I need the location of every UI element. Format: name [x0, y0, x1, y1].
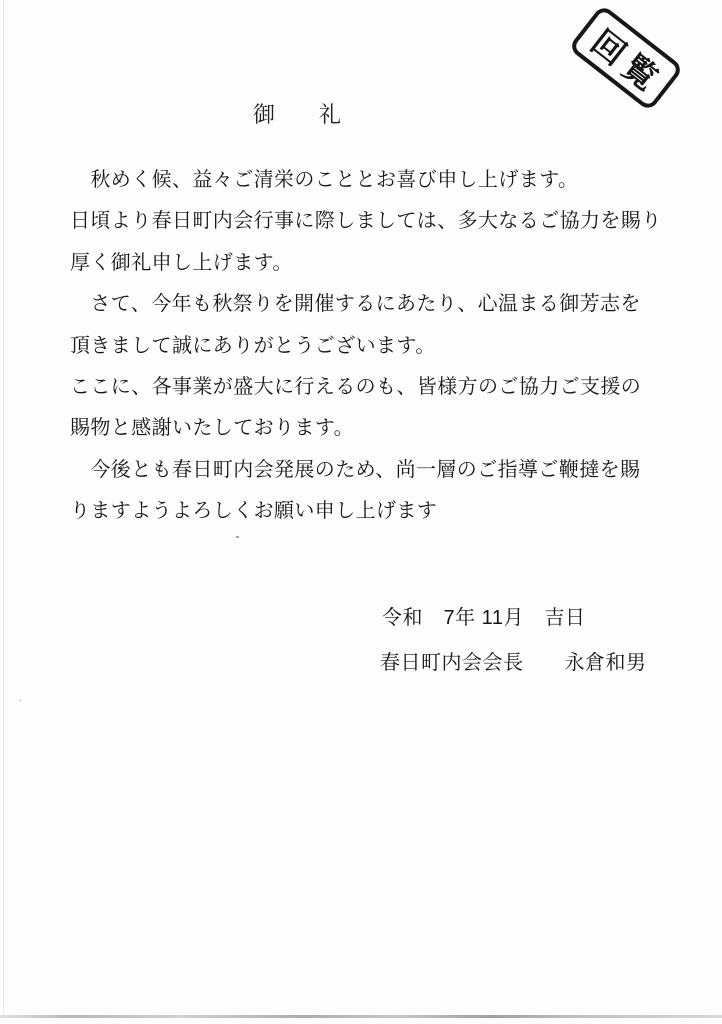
kairan-stamp-label: 回覧 [584, 22, 671, 101]
body-line: 今後とも春日町内会発展のため、尚一層のご指導ご鞭撻を賜 [70, 458, 641, 481]
letter-body [70, 160, 670, 533]
date-line: 令和 7年 11月 吉日 [382, 607, 586, 629]
body-line: さて、今年も秋祭りを開催するにあたり、心温まる御芳志を [70, 293, 641, 316]
body-line: 賜物と感謝いたしております。 [70, 417, 354, 440]
letter-title: 御 礼 [253, 102, 342, 127]
scan-artifact-speck [19, 699, 22, 702]
signature-line: 春日町内会会長 永倉和男 [380, 652, 647, 674]
kairan-circulation-stamp [568, 4, 684, 112]
body-line: りますようよろしくお願い申し上げます [70, 500, 438, 523]
scan-artifact-bottom-edge [0, 1015, 722, 1018]
body-line: 頂きまして誠にありがとうございます。 [70, 334, 436, 357]
body-line: 日頃より春日町内会行事に際しましては、多大なるご協力を賜り [70, 210, 662, 233]
body-line: ここに、各事業が盛大に行えるのも、皆様方のご協力ご支援の [70, 376, 642, 399]
body-line: 厚く御礼申し上げます。 [70, 251, 293, 274]
scan-artifact-left-edge [3, 0, 4, 1015]
scan-artifact-speck [236, 536, 239, 538]
body-line: 秋めく候、益々ご清栄のこととお喜び申し上げます。 [70, 169, 579, 191]
